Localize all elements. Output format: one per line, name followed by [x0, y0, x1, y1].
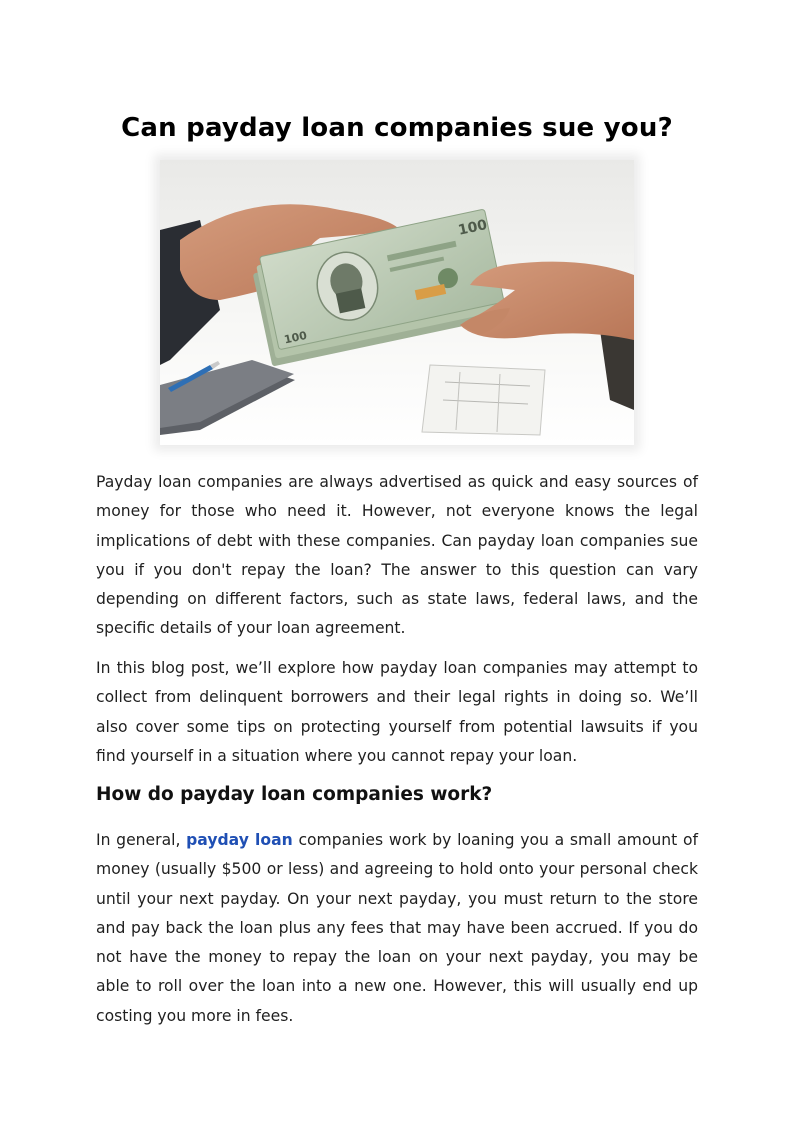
section-heading: How do payday loan companies work?	[96, 784, 493, 805]
how-it-works-paragraph	[96, 826, 698, 1031]
paragraph-text-end: companies work by loaning you a small amount of money (usually $500 or less) and agreeing to hold onto your personal check until your next payday. On your next payday, you must return to the store and pay back the loan plus any fees that may have been accrued. If you do not have the money to repay the loan on your next payday, you may be able to roll over the loan into a new one. However, this will usually end up costing you more in fees.	[96, 831, 698, 1025]
money-exchange-illustration	[160, 160, 634, 445]
overview-paragraph: In this blog post, we’ll explore how payday loan companies may attempt to collect from delinquent borrowers and their legal rights in doing so. We’ll also cover some tips on protecting yourself from potential lawsuits if you find yourself in a situation where you cannot repay your loan.	[96, 659, 698, 765]
payday-loan-link[interactable]: payday loan	[186, 831, 293, 849]
intro-paragraph: Payday loan companies are always advertised as quick and easy sources of money for those who need it. However, not everyone knows the legal implications of debt with these companies. Can payday loan companies sue you if you don't repay the loan? The answer to this question can vary depending on different factors, such as state laws, federal laws, and the specific details of your loan agreement.	[96, 473, 698, 638]
page-title: Can payday loan companies sue you?	[121, 113, 673, 144]
article-photo	[160, 160, 634, 445]
paragraph-text-start: In general,	[96, 831, 187, 849]
banknote-denomination-small: 100	[282, 328, 309, 347]
banknote-denomination: 100	[456, 217, 489, 239]
